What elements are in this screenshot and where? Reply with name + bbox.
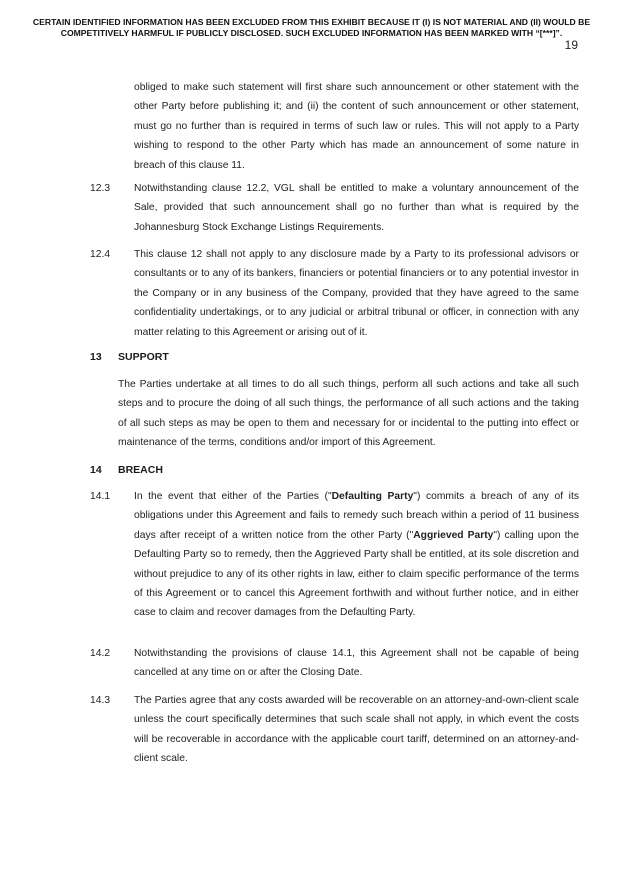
clause-14-3-number: 14.3 [90,695,111,706]
defined-term-aggrieved-party: Aggrieved Party [413,529,494,541]
section-14-title: BREACH [118,464,163,476]
section-14-number: 14 [90,464,102,476]
clause-14-3-text: The Parties agree that any costs awarded will be recoverable on an attorney-and-own-client scale unless the court specifically determines that such scale shall not apply, in which event the costs will be recoverable in accordance with the applicable court tariff, determined on an attorney-and-client scale. [134,695,579,765]
clause-12-4-text: This clause 12 shall not apply to any disclosure made by a Party to its professional advisors or consultants or to any of its bankers, financiers or potential financiers or to any potential investor in the Company or in any business of the Company, provided that they have agreed to the same confidentiality undertakings, or to any judicial or arbitral tribunal or officer, in connection with any matter relating to this Agreement or arising out of it. [134,249,579,338]
section-13-number: 13 [90,351,102,363]
section-13-title: SUPPORT [118,351,169,363]
clause-14-1-part-2: ") commits a breach of any of its obligations under this Agreement and fails to remedy such breach within a period of 11 business days after receipt of a written notice from the other Party (" [134,491,579,541]
defined-term-defaulting-party: Defaulting Party [331,491,414,502]
clause-14-2-text: Notwithstanding the provisions of clause 14.1, this Agreement shall not be capable of being cancelled at any time on or after the Closing Date. [134,648,579,679]
section-13-text: The Parties undertake at all times to do all such things, perform all such actions and take all such steps and to procure the doing of all such things, the performance of all such actions and the taking of all such steps as may be open to them and necessary for or incidental to the putting into effect or maintenance of the terms, conditions and/or import of this Agreement. [118,379,579,449]
clause-14-1-number: 14.1 [90,491,111,502]
clause-12-4-number: 12.4 [90,249,111,260]
exhibit-disclaimer: CERTAIN IDENTIFIED INFORMATION HAS BEEN EXCLUDED FROM THIS EXHIBIT BECAUSE IT (I) IS NOT MATERIAL AND (II) WOULD BE COMPETITIVELY HARMFUL IF PUBLICLY DISCLOSED. SUCH EXCLUDED INFORMATION HAS BEEN MARKED WITH “[***]”. [32,17,591,38]
clause-14-1-part-3: ") calling upon the Defaulting Party so to remedy, then the Aggrieved Party shall be entitled, at its sole discretion and without prejudice to any of its other rights in law, either to claim specific performance of the terms of this Agreement or to cancel this Agreement forthwith and without further notice, and in either case to claim and recover damages from the Defaulting Party. [134,529,579,619]
clause-12-3-text: Notwithstanding clause 12.2, VGL shall be entitled to make a voluntary announcement of the Sale, provided that such announcement shall go no further than what is required by the Johannesburg Stock Exchange Listings Requirements. [134,183,579,233]
clause-14-2-number: 14.2 [90,648,111,659]
clause-14-1-text [134,487,579,623]
clause-14-1-part-1: In the event that either of the Parties (" [134,491,332,502]
clause-12-2-continuation: obliged to make such statement will first share such announcement or other statement with the other Party before publishing it; and (ii) the content of such announcement or other statement, must go no further than is required in terms of such law or rules. This will not apply to a Party wishing to respond to the other Party which has made an announcement of some nature in breach of this clause 11. [134,82,579,171]
clause-12-3-number: 12.3 [90,183,111,194]
page-number: 19 [564,38,578,52]
